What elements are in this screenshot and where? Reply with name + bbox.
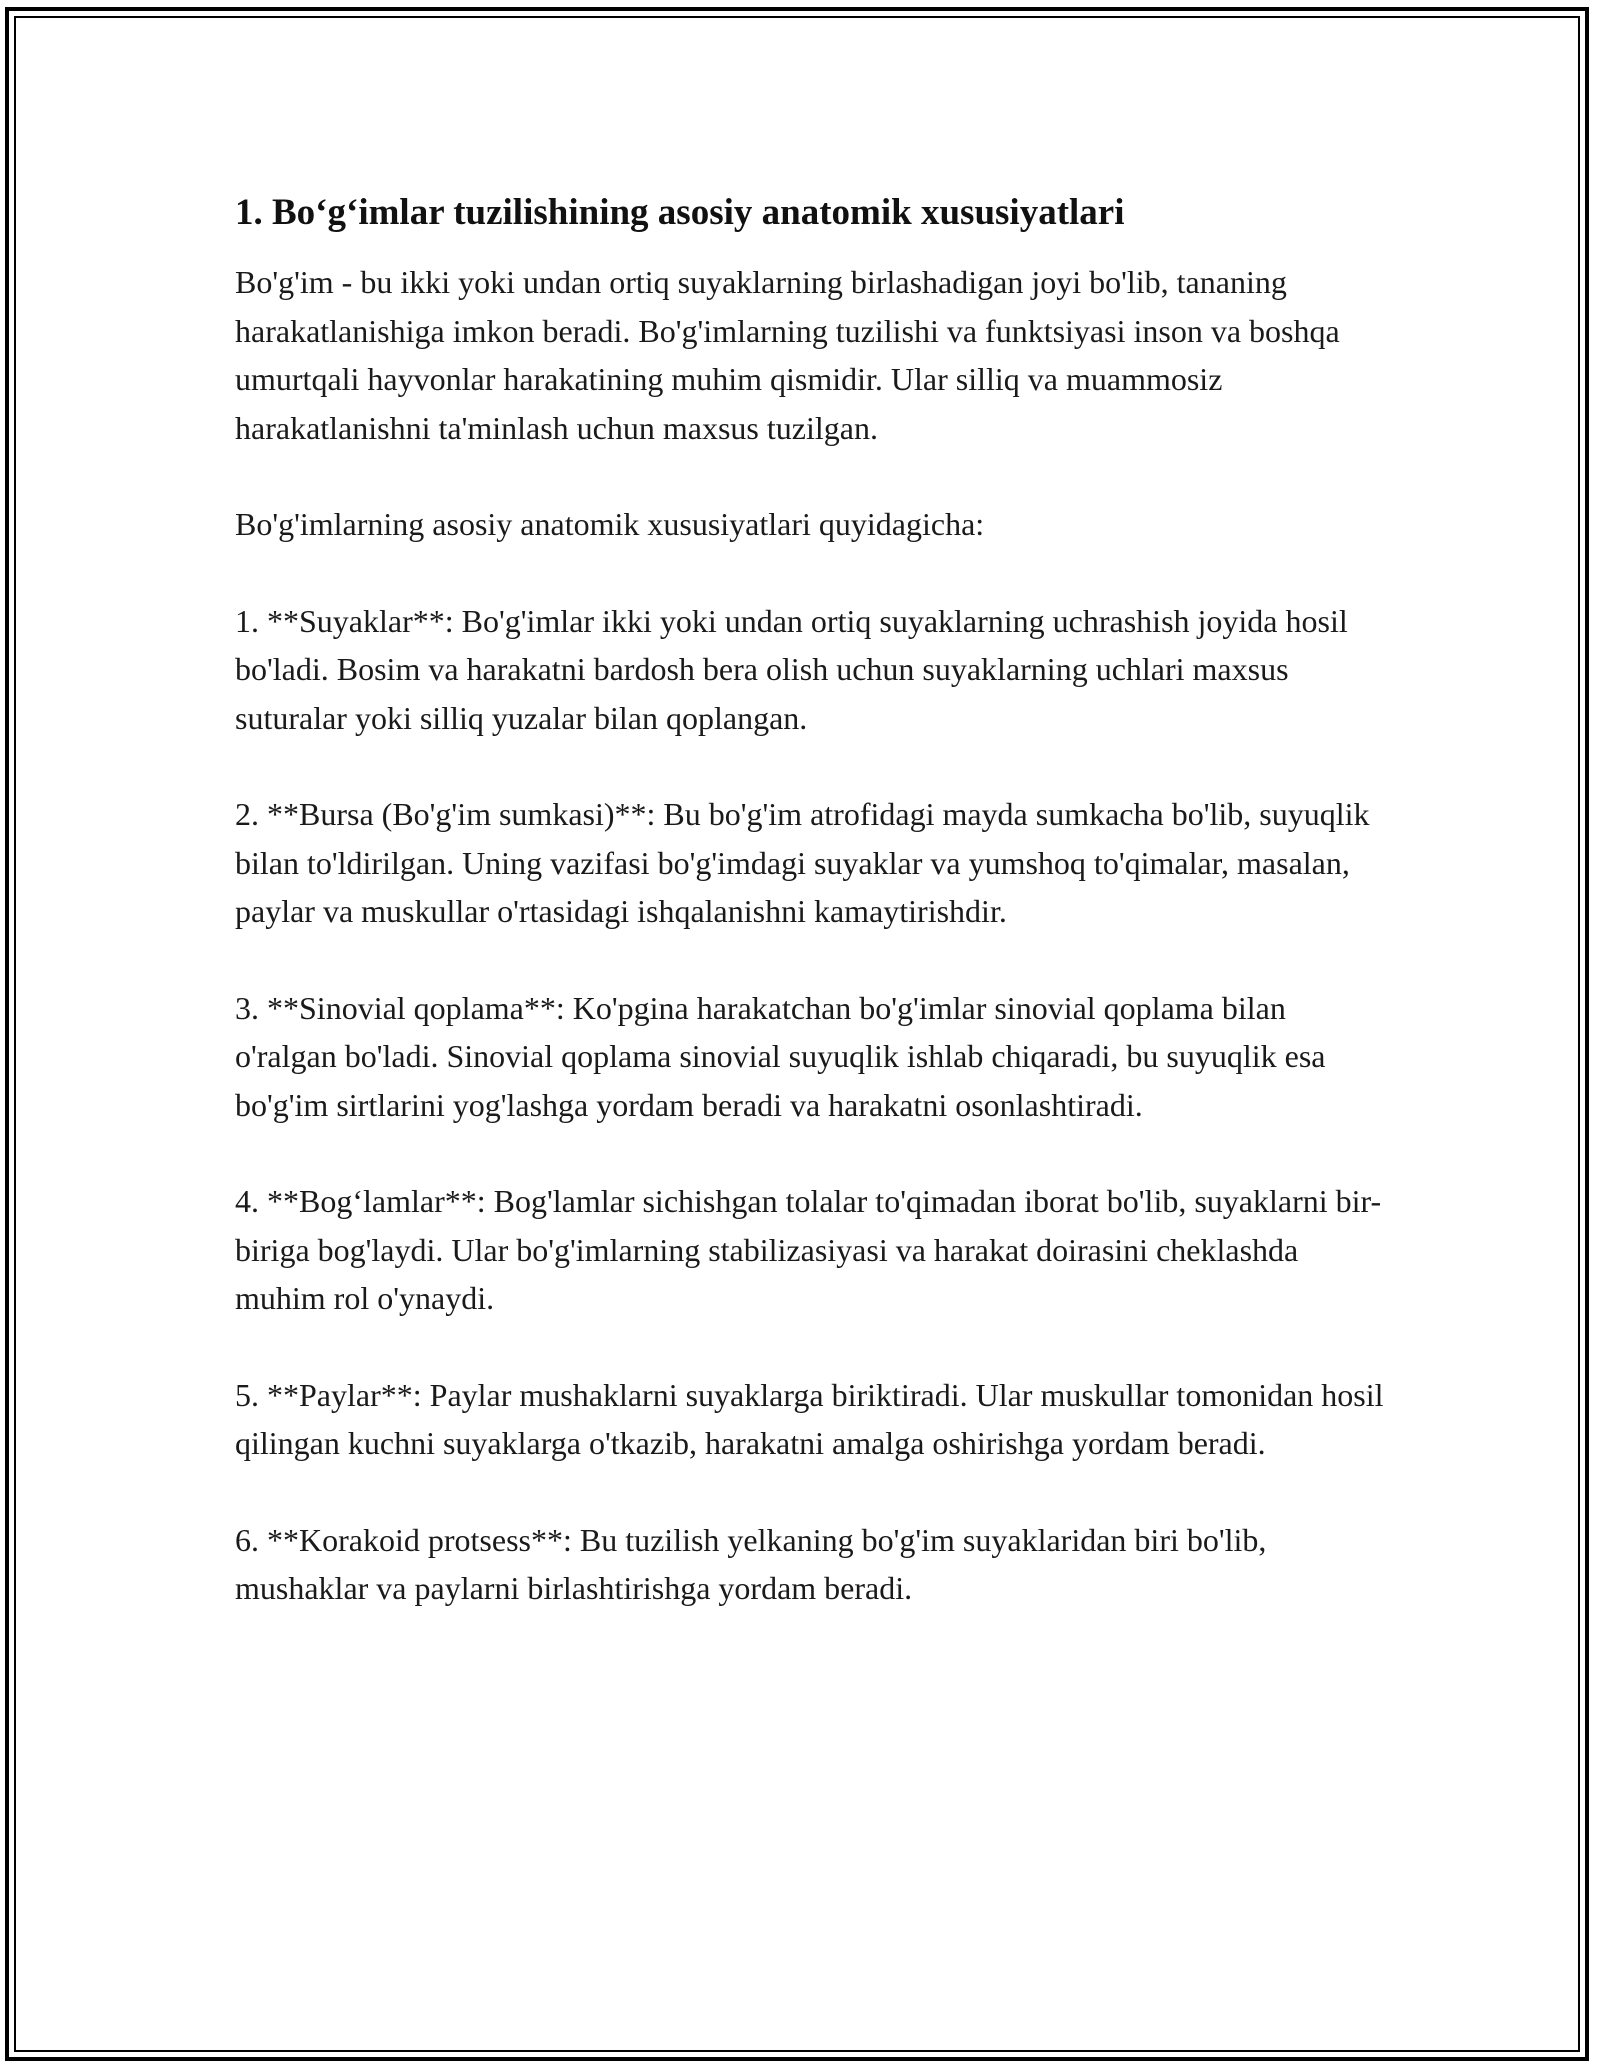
list-item-suyaklar: 1. **Suyaklar**: Bo'g'imlar ikki yoki undan ortiq suyaklarning uchrashish joyida hosil bo'ladi. Bosim va harakatni bardosh bera olish uchun suyaklarning uchlari maxsus suturalar yoki silliq yuzalar bilan qoplangan. bbox=[235, 602, 1348, 736]
paragraph-spacer bbox=[235, 1129, 1385, 1177]
paragraph-spacer bbox=[235, 1323, 1385, 1371]
paragraph-spacer bbox=[235, 742, 1385, 790]
list-item-boglamlar: 4. **Bog‘lamlar**: Bog'lamlar sichishgan tolalar to'qimadan iborat bo'lib, suyaklarni bir-biriga bog'laydi. Ular bo'g'imlarning stabilizasiyasi va harakat doirasini cheklashda muhim rol o'ynaydi. bbox=[235, 1183, 1382, 1316]
paragraph-spacer bbox=[235, 452, 1385, 500]
list-item-bursa: 2. **Bursa (Bo'g'im sumkasi)**: Bu bo'g'im atrofidagi mayda sumkacha bo'lib, suyuqlik bilan to'ldirilgan. Uning vazifasi bo'g'imdagi suyaklar va yumshoq to'qimalar, masalan, paylar va muskullar o'rtasidagi ishqalanishni kamaytirishdir. bbox=[235, 796, 1370, 929]
paragraph-spacer bbox=[235, 1468, 1385, 1516]
intro-paragraph: Bo'g'im - bu ikki yoki undan ortiq suyaklarning birlashadigan joyi bo'lib, tananing harakatlanishiga imkon beradi. Bo'g'imlarning tuzilishi va funktsiyasi inson va boshqa umurtqali hayvonlar harakatining muhim qismidir. Ular silliq va muammosiz harakatlanishni ta'minlash uchun maxsus tuzilgan. bbox=[235, 264, 1340, 446]
list-item-sinovial-qoplama: 3. **Sinovial qoplama**: Ko'pgina harakatchan bo'g'imlar sinovial qoplama bilan o'ralgan bo'ladi. Sinovial qoplama sinovial suyuqlik ishlab chiqaradi, bu suyuqlik esa bo'g'im sirtlarini yog'lashga yordam beradi va harakatni osonlashtiradi. bbox=[235, 989, 1326, 1123]
list-intro-paragraph: Bo'g'imlarning asosiy anatomik xususiyatlari quyidagicha: bbox=[235, 506, 985, 542]
list-item-paylar: 5. **Paylar**: Paylar mushaklarni suyaklarga biriktiradi. Ular muskullar tomonidan hosil qilingan kuchni suyaklarga o'tkazib, harakatni amalga oshirishga yordam beradi. bbox=[235, 1376, 1384, 1461]
paragraph-spacer bbox=[235, 549, 1385, 597]
paragraph-spacer bbox=[235, 936, 1385, 984]
document-body bbox=[235, 188, 1385, 1613]
document-title: 1. Bo‘g‘imlar tuzilishining asosiy anatomik xususiyatlari bbox=[235, 192, 1125, 233]
list-item-korakoid-protsess: 6. **Korakoid protsess**: Bu tuzilish yelkaning bo'g'im suyaklaridan biri bo'lib, mushaklar va paylarni birlashtirishga yordam beradi. bbox=[235, 1521, 1267, 1606]
